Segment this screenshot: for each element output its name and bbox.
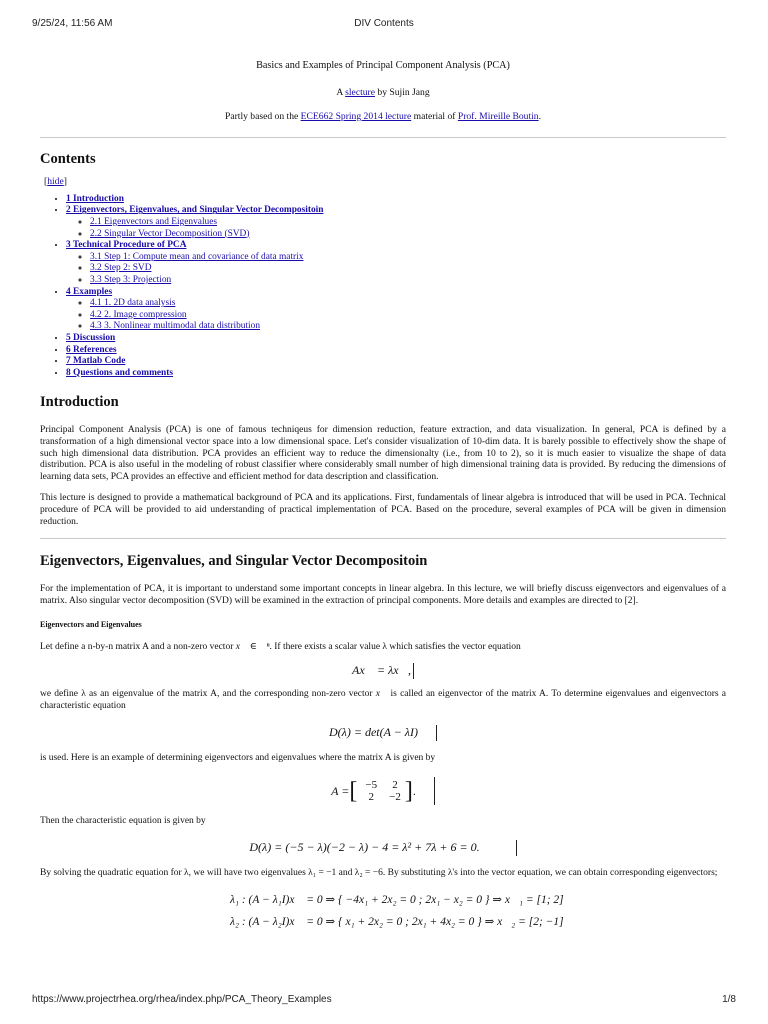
toc-item bbox=[66, 333, 726, 345]
eigenvector-2: λ₂ : (A − λ₂I)x⃗ = 0 ⇒ { x₁ + 2x₂ = 0 ; 2x₁ + 4x₂ = 0 } ⇒ x⃗₂ = [2; −1] bbox=[230, 915, 564, 928]
matrix-end: . bbox=[412, 783, 416, 798]
matrix-lhs: A = bbox=[331, 783, 350, 798]
page-title: Basics and Examples of Principal Component Analysis (PCA) bbox=[256, 60, 510, 71]
toc-subitem bbox=[90, 310, 726, 322]
toc-link-2-1[interactable]: 2.1 Eigenvectors and Eigenvalues bbox=[90, 217, 218, 228]
equation-matrix-a bbox=[40, 776, 726, 806]
matrix-cell: −2 bbox=[389, 791, 401, 804]
toc-link-3-2[interactable]: 3.2 Step 2: SVD bbox=[90, 263, 152, 274]
hide-link[interactable]: hide bbox=[47, 175, 64, 187]
divider bbox=[40, 137, 726, 138]
toc-link-examples[interactable]: 4 Examples bbox=[66, 286, 113, 297]
based-suffix: . bbox=[538, 110, 542, 122]
based-on-line bbox=[40, 111, 726, 123]
toc-item bbox=[66, 345, 726, 357]
toc-subitem bbox=[90, 275, 726, 287]
vector-in-rn: x⃗ ∈ ℝⁿ bbox=[235, 641, 270, 652]
print-title: DIV Contents bbox=[354, 18, 414, 29]
toc-link-4-1[interactable]: 4.1 1. 2D data analysis bbox=[90, 298, 176, 309]
eigen-paragraph-5: Then the characteristic equation is given by bbox=[40, 816, 206, 827]
toc-list bbox=[40, 194, 726, 380]
hide-bracket-open: [ bbox=[44, 175, 48, 187]
ece662-link[interactable]: ECE662 Spring 2014 lecture bbox=[300, 110, 412, 122]
equation-characteristic-text: D(λ) = det(A − λI) bbox=[328, 724, 418, 739]
p2-post: . If there exists a scalar value λ which satisfies the vector equation bbox=[269, 641, 521, 652]
toc-link-3-1[interactable]: 3.1 Step 1: Compute mean and covariance of data matrix bbox=[90, 251, 304, 262]
byline bbox=[40, 87, 726, 99]
toc-hide-toggle bbox=[44, 176, 726, 188]
equation-marker bbox=[413, 663, 414, 679]
toc-subitem bbox=[90, 229, 726, 241]
eigen-paragraph-1: For the implementation of PCA, it is important to understand some important concepts in linear algebra. In this lecture, we will briefly discuss eigenvectors and eigenvalues of a matrix. Also singular vector decomposition (SVD) will be examined in the extraction of principal components. More details and examples are directed to [2]. bbox=[40, 584, 726, 606]
equation-eigen-text: Ax⃗ = λx⃗, bbox=[352, 663, 411, 678]
toc-link-4-3[interactable]: 4.3 3. Nonlinear multimodal data distribution bbox=[90, 321, 261, 332]
toc-link-3-3[interactable]: 3.3 Step 3: Projection bbox=[90, 274, 172, 285]
toc-subitem bbox=[90, 263, 726, 275]
intro-paragraph-1: Principal Component Analysis (PCA) is one of famous techniqeus for dimension reduction, feature extraction, and data visualization. In general, PCA is defined by a transformation of a high dimensional vector space into a low dimensional space. Let's consider visualization of 10-dim data. It is barely possible to effectively show the shape of such high dimensional data distribution. PCA provides an efficient way to reduce the dimensionalty (i.e., from 10 to 2), so it is much easier to visualize the shape of data distribution. PCA is also useful in the modeling of robust classifier where considerably small number of high dimensional training data is provided. By reducing the dimensions of learning data sets, PCA provides an effective and efficient method for data description and classification. bbox=[40, 425, 726, 482]
toc-item bbox=[66, 356, 726, 368]
equation-marker bbox=[516, 840, 517, 856]
equation-characteristic bbox=[40, 725, 726, 741]
divider bbox=[40, 538, 726, 539]
vector-x: x⃗ bbox=[375, 689, 388, 700]
matrix-cell: −5 bbox=[365, 779, 378, 792]
based-mid: material of bbox=[411, 110, 458, 122]
matrix-cell: 2 bbox=[368, 791, 374, 804]
equation-quadratic bbox=[40, 840, 726, 856]
toc-link-matlab[interactable]: 7 Matlab Code bbox=[66, 356, 126, 367]
equation-eigen bbox=[40, 663, 726, 679]
toc-link-procedure[interactable]: 3 Technical Procedure of PCA bbox=[66, 240, 187, 251]
contents-heading: Contents bbox=[40, 150, 96, 167]
matrix-col-1 bbox=[365, 779, 377, 803]
toc-link-4-2[interactable]: 4.2 2. Image compression bbox=[90, 309, 187, 320]
print-datetime: 9/25/24, 11:56 AM bbox=[32, 18, 113, 29]
toc-link-2-2[interactable]: 2.2 Singular Vector Decomposition (SVD) bbox=[90, 228, 250, 239]
introduction-heading: Introduction bbox=[40, 394, 119, 411]
toc-link-discussion[interactable]: 5 Discussion bbox=[66, 332, 116, 343]
hide-bracket-close: ] bbox=[63, 175, 67, 187]
bracket-right: ] bbox=[404, 778, 413, 805]
matrix-col-2 bbox=[389, 779, 401, 803]
toc-link-eigen[interactable]: 2 Eigenvectors, Eigenvalues, and Singular Vector Decompositoin bbox=[66, 205, 324, 216]
bracket-left: [ bbox=[349, 778, 358, 805]
toc-subitem bbox=[90, 298, 726, 310]
equation-marker bbox=[436, 725, 437, 741]
equation-eigenvectors bbox=[40, 892, 726, 930]
toc-item bbox=[66, 194, 726, 206]
matrix-a bbox=[331, 776, 435, 806]
toc-link-introduction[interactable]: 1 Introduction bbox=[66, 193, 124, 204]
page-content bbox=[40, 60, 726, 930]
p3-pre: we define λ as an eigenvalue of the matrix A, and the corresponding non-zero vector bbox=[40, 689, 376, 700]
based-prefix: Partly based on the bbox=[224, 110, 301, 122]
byline-prefix: A bbox=[336, 86, 346, 98]
eigen-paragraph-4: is used. Here is an example of determining eigenvectors and eigenvalues where the matrix A is given by bbox=[40, 752, 436, 763]
p2-pre: Let define a n-by-n matrix A and a non-zero vector bbox=[40, 641, 236, 652]
print-page-number: 1/8 bbox=[722, 994, 736, 1005]
toc-subitem bbox=[90, 252, 726, 264]
toc-item bbox=[66, 240, 726, 286]
toc-item bbox=[66, 368, 726, 380]
toc-link-references[interactable]: 6 References bbox=[66, 344, 117, 355]
toc-subitem bbox=[90, 217, 726, 229]
eigen-subheading: Eigenvectors and Eigenvalues bbox=[40, 619, 142, 629]
equation-quadratic-text: D(λ) = (−5 − λ)(−2 − λ) − 4 = λ² + 7λ + 6 = 0. bbox=[249, 839, 480, 854]
intro-paragraph-2: This lecture is designed to provide a mathematical background of PCA and its applications. First, fundamentals of linear algebra is introduced that will be used in PCA. Technical procedure of PCA will be provided to aid understanding of practical implementation of PCA. Based on the procedure, several examples of PCA will be given in dimension reduction. bbox=[40, 493, 726, 527]
toc-item bbox=[66, 205, 726, 240]
print-url: https://www.projectrhea.org/rhea/index.php/PCA_Theory_Examples bbox=[32, 994, 332, 1005]
eigenvector-1: λ₁ : (A − λ₁I)x⃗ = 0 ⇒ { −4x₁ + 2x₂ = 0 ; 2x₁ − x₂ = 0 } ⇒ x⃗₁ = [1; 2] bbox=[230, 893, 564, 906]
matrix-cell: 2 bbox=[392, 779, 398, 792]
byline-suffix: by Sujin Jang bbox=[375, 86, 430, 98]
boutin-link[interactable]: Prof. Mireille Boutin bbox=[457, 110, 539, 122]
eigen-paragraph-2 bbox=[40, 642, 726, 654]
eigen-heading: Eigenvectors, Eigenvalues, and Singular Vector Decompositoin bbox=[40, 553, 428, 570]
toc-subitem bbox=[90, 321, 726, 333]
slecture-link[interactable]: slecture bbox=[345, 86, 375, 98]
equation-marker bbox=[434, 777, 435, 805]
toc-link-questions[interactable]: 8 Questions and comments bbox=[66, 367, 174, 378]
eigen-paragraph-3 bbox=[40, 689, 726, 712]
p3-post: is called an eigenvector of the matrix A. To determine eigenvalues and eigenvectors a characteristic equation bbox=[40, 689, 726, 711]
eigen-paragraph-6: By solving the quadratic equation for λ, we will have two eigenvalues λ₁ = −1 and λ₂ = −6. By substituting λ's into the vector equation, we can obtain corresponding eigenvectors; bbox=[40, 868, 718, 879]
toc-item bbox=[66, 287, 726, 333]
